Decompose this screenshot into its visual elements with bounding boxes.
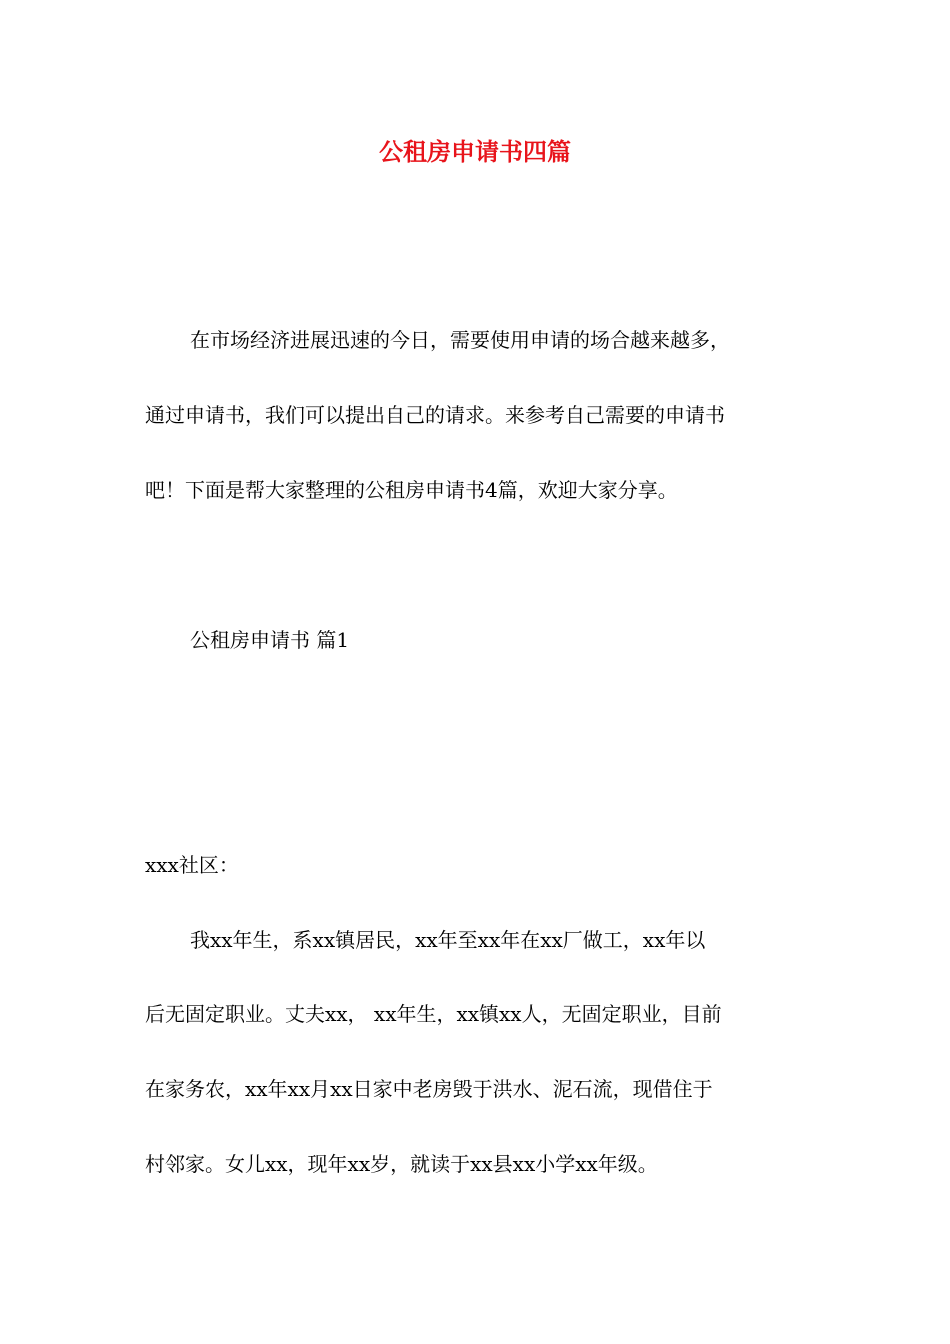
letter-line-2: 后无固定职业。丈夫xx， xx年生，xx镇xx人，无固定职业，目前 bbox=[145, 1002, 722, 1026]
letter-line-1: 我xx年生，系xx镇居民，xx年至xx年在xx厂做工，xx年以 bbox=[190, 928, 706, 952]
document-title: 公租房申请书四篇 bbox=[379, 138, 571, 166]
intro-line-1: 在市场经济进展迅速的今日，需要使用申请的场合越来越多， bbox=[190, 328, 730, 352]
intro-line-3: 吧！下面是帮大家整理的公租房申请书4篇，欢迎大家分享。 bbox=[145, 478, 678, 502]
letter-line-3: 在家务农，xx年xx月xx日家中老房毁于洪水、泥石流，现借住于 bbox=[145, 1077, 713, 1101]
letter-line-4: 村邻家。女儿xx，现年xx岁，就读于xx县xx小学xx年级。 bbox=[145, 1152, 658, 1176]
section-heading: 公租房申请书 篇1 bbox=[190, 628, 350, 652]
intro-line-2: 通过申请书，我们可以提出自己的请求。来参考自己需要的申请书 bbox=[145, 403, 725, 427]
letter-salutation: xxx社区： bbox=[145, 853, 239, 877]
